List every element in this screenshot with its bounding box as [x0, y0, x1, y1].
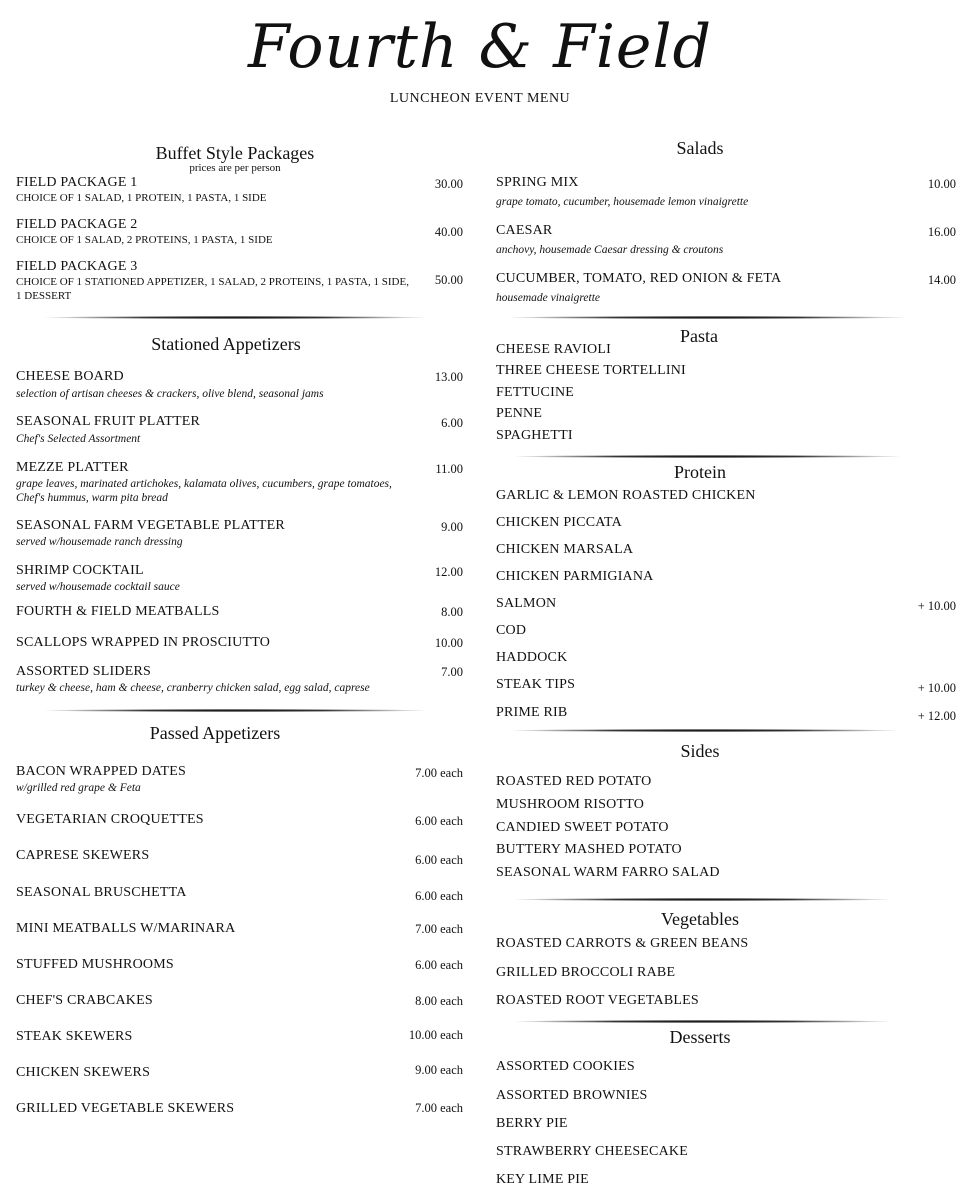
vegetable-item-name: GRILLED BROCCOLI RABE [496, 965, 676, 980]
passed-item-price: 7.00 each [415, 766, 463, 780]
section-title-pasta: Pasta [680, 326, 718, 346]
salad-item-name: CUCUMBER, TOMATO, RED ONION & FETA [496, 271, 782, 286]
stationed-item-name: MEZZE PLATTER [16, 460, 129, 475]
section-title-vegetables: Vegetables [661, 909, 739, 929]
passed-item-price: 10.00 each [408, 1028, 463, 1042]
passed-item-price: 7.00 each [415, 922, 463, 936]
stationed-item-name: SHRIMP COCKTAIL [16, 563, 144, 578]
protein-item-name: SALMON [496, 596, 557, 611]
passed-item-name: STUFFED MUSHROOMS [16, 957, 174, 972]
pasta-item-name: PENNE [496, 406, 543, 421]
dessert-item-name: ASSORTED BROWNIES [496, 1088, 648, 1103]
buffet-item-price: 30.00 [434, 177, 463, 191]
buffet-item-desc: CHOICE OF 1 SALAD, 2 PROTEINS, 1 PASTA, 1 SIDE [16, 234, 273, 246]
dessert-item-name: STRAWBERRY CHEESECAKE [496, 1144, 688, 1159]
protein-item-name: CHICKEN MARSALA [496, 542, 634, 557]
section-divider [515, 1020, 890, 1023]
protein-item-name: GARLIC & LEMON ROASTED CHICKEN [496, 488, 756, 503]
salad-item-price: 16.00 [927, 225, 956, 239]
buffet-item-price: 40.00 [434, 225, 463, 239]
section-divider [512, 729, 897, 732]
passed-item-price: 6.00 each [415, 853, 463, 867]
passed-item-price: 8.00 each [415, 994, 463, 1008]
protein-item-price: + 12.00 [917, 709, 956, 723]
section-divider [510, 316, 905, 319]
salad-item-name: CAESAR [496, 223, 553, 238]
passed-item-name: BACON WRAPPED DATES [16, 764, 187, 779]
salad-item-desc: housemade vinaigrette [496, 292, 601, 304]
stationed-item-price: 6.00 [441, 416, 463, 430]
protein-item-price: + 10.00 [917, 681, 956, 695]
vegetable-item-name: ROASTED ROOT VEGETABLES [496, 993, 699, 1008]
salad-item-desc: anchovy, housemade Caesar dressing & croutons [496, 244, 724, 256]
passed-item-name: GRILLED VEGETABLE SKEWERS [16, 1101, 235, 1116]
stationed-item-price: 8.00 [441, 605, 463, 619]
stationed-item-desc: served w/housemade ranch dressing [16, 536, 183, 548]
pasta-item-name: THREE CHEESE TORTELLINI [496, 363, 686, 378]
stationed-item-name: SEASONAL FRUIT PLATTER [16, 414, 201, 429]
stationed-item-price: 9.00 [441, 520, 463, 534]
section-title-buffet: Buffet Style Packages [155, 143, 315, 163]
passed-item-price: 6.00 each [415, 958, 463, 972]
dessert-item-name: BERRY PIE [496, 1116, 568, 1131]
vegetable-item-name: ROASTED CARROTS & GREEN BEANS [496, 936, 749, 951]
stationed-item-name: FOURTH & FIELD MEATBALLS [16, 604, 220, 619]
side-item-name: ROASTED RED POTATO [496, 774, 652, 789]
pasta-item-name: SPAGHETTI [496, 428, 573, 443]
buffet-item-price: 50.00 [434, 273, 463, 287]
protein-item-name: COD [496, 623, 527, 638]
buffet-note: prices are per person [189, 162, 281, 174]
protein-item-name: CHICKEN PARMIGIANA [496, 569, 654, 584]
salad-item-name: SPRING MIX [496, 175, 579, 190]
passed-item-name: CHICKEN SKEWERS [16, 1065, 151, 1080]
section-divider [45, 709, 425, 712]
protein-item-name: CHICKEN PICCATA [496, 515, 622, 530]
passed-item-price: 6.00 each [415, 889, 463, 903]
protein-item-price: + 10.00 [917, 599, 956, 613]
section-title-salads: Salads [676, 138, 724, 158]
stationed-item-name: CHEESE BOARD [16, 369, 124, 384]
stationed-item-desc: Chef's Selected Assortment [16, 433, 141, 445]
section-title-desserts: Desserts [669, 1027, 731, 1047]
stationed-item-name: SCALLOPS WRAPPED IN PROSCIUTTO [16, 635, 271, 650]
passed-item-price: 7.00 each [415, 1101, 463, 1115]
stationed-item-name: ASSORTED SLIDERS [16, 664, 151, 679]
stationed-item-price: 7.00 [441, 665, 463, 679]
stationed-item-price: 13.00 [434, 370, 463, 384]
salad-item-price: 14.00 [927, 273, 956, 287]
protein-item-name: PRIME RIB [496, 705, 568, 720]
passed-item-name: MINI MEATBALLS W/MARINARA [16, 921, 236, 936]
buffet-item-name: FIELD PACKAGE 1 [16, 175, 138, 190]
dessert-item-name: KEY LIME PIE [496, 1172, 589, 1187]
protein-item-name: HADDOCK [496, 650, 568, 665]
section-divider [515, 898, 890, 901]
buffet-item-desc: CHOICE OF 1 STATIONED APPETIZER, 1 SALAD, 2 PROTEINS, 1 PASTA, 1 SIDE, 1 DESSERT [16, 276, 409, 302]
stationed-item-desc: served w/housemade cocktail sauce [16, 581, 180, 593]
stationed-item-desc: grape leaves, marinated artichokes, kalamata olives, cucumbers, grape tomatoes, Chef's hummus, warm pita bread [16, 478, 392, 504]
passed-item-desc: w/grilled red grape & Feta [16, 782, 141, 794]
menu-subtitle: LUNCHEON EVENT MENU [389, 91, 571, 106]
stationed-item-price: 12.00 [434, 565, 463, 579]
side-item-name: BUTTERY MASHED POTATO [496, 842, 682, 857]
stationed-item-price: 10.00 [434, 636, 463, 650]
salad-item-desc: grape tomato, cucumber, housemade lemon vinaigrette [496, 196, 749, 208]
passed-item-name: CHEF'S CRABCAKES [16, 993, 153, 1008]
pasta-item-name: CHEESE RAVIOLI [496, 342, 611, 357]
section-title-protein: Protein [674, 462, 726, 482]
side-item-name: CANDIED SWEET POTATO [496, 820, 669, 835]
section-divider [515, 455, 900, 458]
pasta-item-name: FETTUCINE [496, 385, 575, 400]
dessert-item-name: ASSORTED COOKIES [496, 1059, 635, 1074]
section-title-sides: Sides [680, 741, 720, 761]
side-item-name: SEASONAL WARM FARRO SALAD [496, 865, 720, 880]
passed-item-price: 9.00 each [415, 1063, 463, 1077]
passed-item-name: VEGETARIAN CROQUETTES [16, 812, 204, 827]
passed-item-name: CAPRESE SKEWERS [16, 848, 150, 863]
stationed-item-price: 11.00 [435, 462, 463, 476]
section-title-passed: Passed Appetizers [149, 723, 281, 743]
salad-item-price: 10.00 [927, 177, 956, 191]
passed-item-name: SEASONAL BRUSCHETTA [16, 885, 187, 900]
stationed-item-desc: selection of artisan cheeses & crackers, olive blend, seasonal jams [16, 388, 324, 400]
section-divider [45, 316, 425, 319]
buffet-item-name: FIELD PACKAGE 2 [16, 217, 138, 232]
buffet-item-name: FIELD PACKAGE 3 [16, 259, 138, 274]
brand-title: Fourth & Field [247, 12, 713, 82]
stationed-item-name: SEASONAL FARM VEGETABLE PLATTER [16, 518, 285, 533]
protein-item-name: STEAK TIPS [496, 677, 576, 692]
buffet-item-desc: CHOICE OF 1 SALAD, 1 PROTEIN, 1 PASTA, 1 SIDE [16, 192, 267, 204]
stationed-item-desc: turkey & cheese, ham & cheese, cranberry chicken salad, egg salad, caprese [16, 682, 370, 694]
side-item-name: MUSHROOM RISOTTO [496, 797, 645, 812]
passed-item-price: 6.00 each [415, 814, 463, 828]
passed-item-name: STEAK SKEWERS [16, 1029, 133, 1044]
section-title-stationed: Stationed Appetizers [151, 334, 301, 354]
